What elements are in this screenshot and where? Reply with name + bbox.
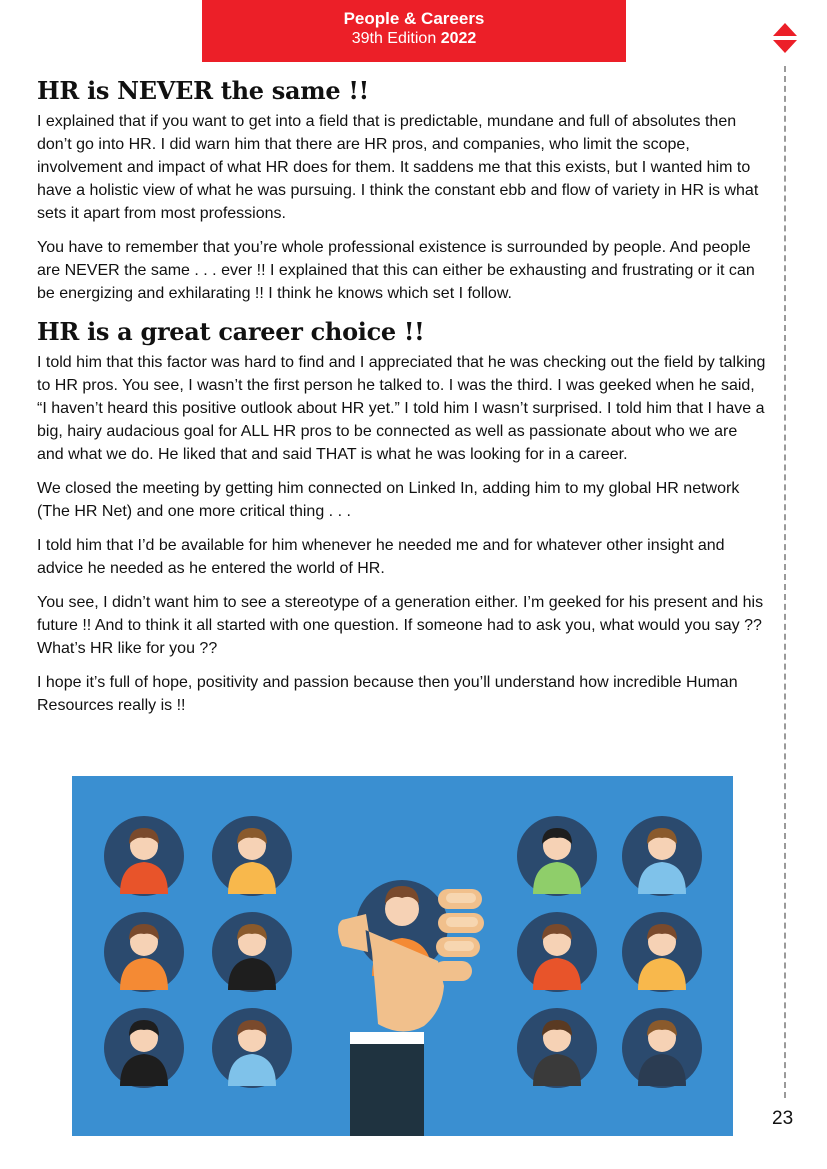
- paragraph: You see, I didn’t want him to see a stereotype of a generation either. I’m geeked for his present and his future !! And to think it all started with one question. If someone had to ask you, what would you say ?? What’s HR like for you ??: [37, 594, 764, 657]
- page-number: 23: [772, 1108, 794, 1129]
- edition-text: 39th Edition: [351, 30, 437, 47]
- avatar-icon: [622, 816, 702, 896]
- section-heading-career-choice: HR is a great career choice !!: [37, 317, 425, 346]
- avatar-icon: [622, 912, 702, 992]
- paragraph: We closed the meeting by getting him connected on Linked In, adding him to my global HR network (The HR Net) and one more critical thing . . .: [37, 480, 740, 520]
- avatar-icon: [212, 816, 292, 896]
- header-banner: [202, 0, 626, 62]
- avatar-icon: [212, 912, 292, 992]
- article-body: [37, 76, 767, 728]
- paragraph: I told him that I’d be available for him whenever he needed me and for whatever other insight and advice he needed as he entered the world of HR.: [37, 537, 725, 577]
- avatar-icon: [104, 912, 184, 992]
- avatar-icon: [104, 816, 184, 896]
- edition-year: 2022: [440, 30, 477, 47]
- paragraph: I told him that this factor was hard to find and I appreciated that he was checking out the field by talking to HR pros. You see, I wasn’t the first person he talked to. I was the third. I was geeked when he said, “I haven’t heard this positive outlook about HR yet.” I told him I wasn’t surprised. I told him that I have a big, hairy audacious goal for ALL HR pros to be connected as well as passionate about who we are and what we do. He liked that and said THAT is what he was looking for in a career.: [37, 354, 766, 463]
- avatar-icon: [517, 1008, 597, 1088]
- avatar-icon: [212, 1008, 292, 1088]
- paragraph: You have to remember that you’re whole professional existence is surrounded by people. And people are NEVER the same . . . ever !! I explained that this can either be exhausting and frustrating or it can be energizing and exhilarating !! I think he knows which set I follow.: [37, 239, 755, 302]
- paragraph: I hope it’s full of hope, positivity and passion because then you’ll understand how incredible Human Resources really is !!: [37, 674, 738, 714]
- paragraph: I explained that if you want to get into a field that is predictable, mundane and full of absolutes then don’t go into HR. I did warn him that there are HR pros, and companies, who limit the scope, involvement and impact of what HR does for them. It saddens me that this exists, but I wanted him to have a holistic view of what he was pursuing. I think the constant ebb and flow of variety in HR is what sets it apart from most professions.: [37, 113, 759, 222]
- edition-label: [202, 29, 626, 49]
- avatar-icon: [622, 1008, 702, 1088]
- magazine-title: People & Careers: [343, 9, 485, 28]
- side-rail-divider: [784, 66, 786, 1098]
- avatar-icon: [517, 816, 597, 896]
- avatar-icon: [517, 912, 597, 992]
- hr-selection-illustration: [72, 776, 733, 1136]
- page-nav-arrows-icon[interactable]: [772, 22, 798, 54]
- avatar-icon: [104, 1008, 184, 1088]
- section-heading-never-same: HR is NEVER the same !!: [37, 76, 369, 105]
